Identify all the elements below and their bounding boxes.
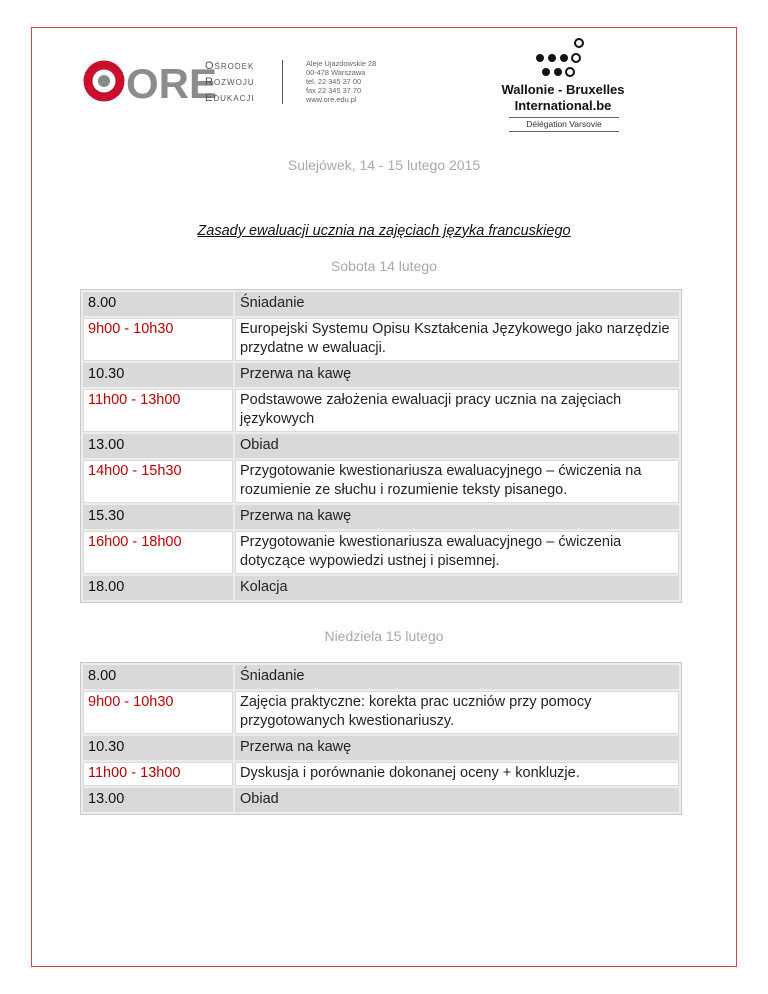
schedule-table-saturday [80, 289, 682, 603]
schedule-activity: Obiad [235, 788, 679, 812]
table-row [83, 505, 679, 529]
header-divider [282, 60, 283, 104]
wbi-dots-logo [532, 36, 588, 80]
day-heading-sunday: Niedziela 15 lutego [324, 628, 444, 644]
schedule-time: 11h00 - 13h00 [83, 762, 233, 786]
schedule-time: 18.00 [83, 576, 233, 600]
schedule-activity: Przerwa na kawę [235, 505, 679, 529]
schedule-time: 9h00 - 10h30 [83, 318, 233, 361]
schedule-activity: Śniadanie [235, 665, 679, 689]
table-row [83, 292, 679, 316]
schedule-table-sunday [80, 662, 682, 815]
schedule-time: 15.30 [83, 505, 233, 529]
wbi-name [480, 82, 646, 114]
ore-address-line-4: fax 22 345 37 70 [306, 86, 362, 95]
schedule-activity: Obiad [235, 434, 679, 458]
table-row [83, 363, 679, 387]
schedule-time: 8.00 [83, 665, 233, 689]
table-row [83, 736, 679, 760]
ore-address-website: www.ore.edu.pl [306, 95, 357, 104]
schedule-activity: Przerwa na kawę [235, 363, 679, 387]
ore-name [205, 58, 255, 106]
schedule-activity: Europejski Systemu Opisu Kształcenia Językowego jako narzędzie przydatne w ewaluacji. [235, 318, 679, 361]
schedule-time: 16h00 - 18h00 [83, 531, 233, 574]
table-row [83, 531, 679, 574]
day-heading-saturday: Sobota 14 lutego [331, 258, 437, 274]
table-row [83, 576, 679, 600]
schedule-time: 13.00 [83, 788, 233, 812]
schedule-time: 9h00 - 10h30 [83, 691, 233, 734]
table-row [83, 691, 679, 734]
ore-name-line-2: Rozwoju [205, 76, 255, 88]
ore-name-line-3: Edukacji [205, 92, 255, 104]
wbi-name-line-1: Wallonie - Bruxelles [501, 82, 625, 97]
table-row [83, 318, 679, 361]
schedule-activity: Podstawowe założenia ewaluacji pracy ucznia na zajęciach językowych [235, 389, 679, 432]
schedule-time: 10.30 [83, 363, 233, 387]
schedule-activity: Zajęcia praktyczne: korekta prac uczniów przy pomocy przygotowanych kwestionariuszy. [235, 691, 679, 734]
wbi-name-line-2: International.be [514, 98, 612, 113]
ore-address [306, 59, 376, 104]
place-date: Sulejówek, 14 - 15 lutego 2015 [287, 157, 481, 173]
schedule-time: 10.30 [83, 736, 233, 760]
schedule-activity: Dyskusja i porównanie dokonanej oceny + konkluzje. [235, 762, 679, 786]
wbi-delegation: Délégation Varsovie [509, 117, 619, 132]
ore-logo [82, 58, 218, 107]
ore-address-line-3: tel. 22 345 37 00 [306, 77, 362, 86]
schedule-activity: Przerwa na kawę [235, 736, 679, 760]
schedule-time: 13.00 [83, 434, 233, 458]
document-title: Zasady ewaluacji ucznia na zajęciach języka francuskiego [197, 223, 571, 239]
schedule-activity: Przygotowanie kwestionariusza ewaluacyjnego – ćwiczenia dotyczące wypowiedzi ustnej i pisemnej. [235, 531, 679, 574]
schedule-time: 14h00 - 15h30 [83, 460, 233, 503]
table-row [83, 788, 679, 812]
table-row [83, 460, 679, 503]
ore-logo-text: ORE [126, 60, 218, 107]
schedule-time: 8.00 [83, 292, 233, 316]
schedule-activity: Kolacja [235, 576, 679, 600]
table-row [83, 762, 679, 786]
ore-address-line-1: Aleje Ujazdowskie 28 [306, 59, 377, 68]
schedule-activity: Śniadanie [235, 292, 679, 316]
schedule-activity: Przygotowanie kwestionariusza ewaluacyjnego – ćwiczenia na rozumienie ze słuchu i rozumienie teksty pisanego. [235, 460, 679, 503]
table-row [83, 665, 679, 689]
schedule-time: 11h00 - 13h00 [83, 389, 233, 432]
table-row [83, 434, 679, 458]
ore-name-line-1: Ośrodek [205, 60, 255, 72]
ore-address-line-2: 00-478 Warszawa [306, 68, 366, 77]
table-row [83, 389, 679, 432]
